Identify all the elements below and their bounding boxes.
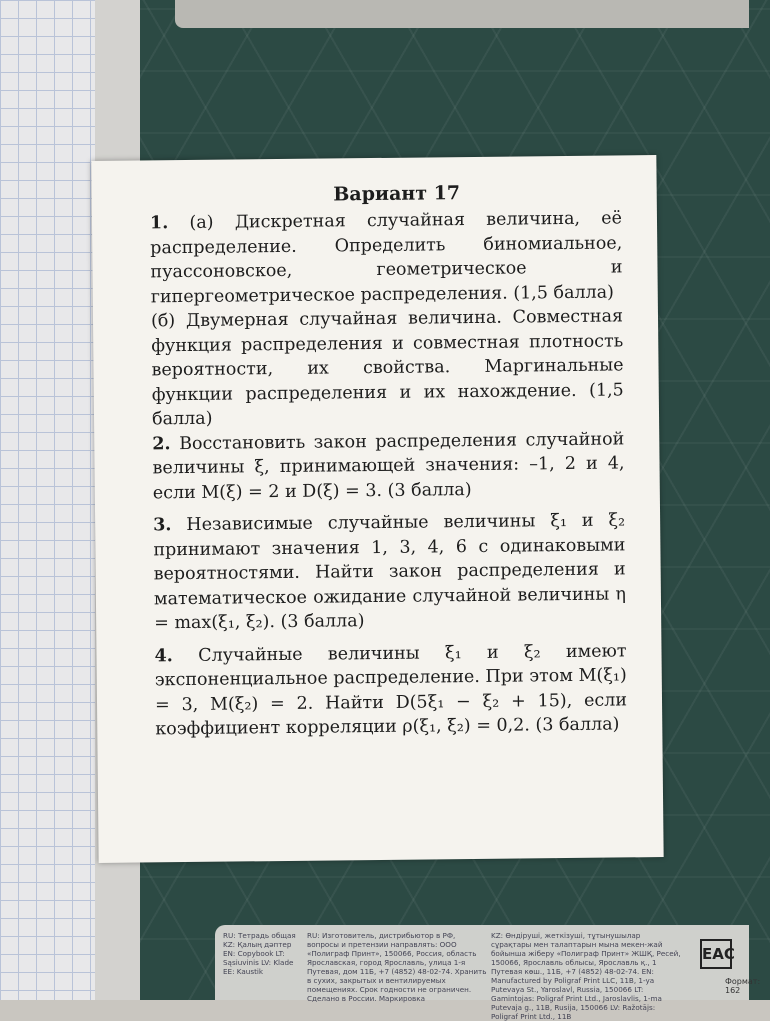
task-2-number: 2.	[152, 433, 171, 454]
label-column-manufacturer-ru: RU: Изготовитель, дистрибьютор в РФ, вопросы и претензии направлять: ООО «Полиграф Принт», 150066, Россия, область Ярославская, город Ярославль, улица 1-я Путевая, дом 11Б, +7 (4852) 48-02-74. Хранить в сухих, закрытых и вентилируемых помещениях. Срок годности не ограничен. Сделано в России. Маркировка	[307, 931, 487, 1003]
eac-mark-icon: EAC	[700, 939, 732, 969]
notebook-label	[215, 925, 761, 1021]
task-1-part-b-text: (б) Двумерная случайная величина. Совместная функция распределения и совместная плотность вероятности, их свойства. Маргинальные функции распределения и их нахождение. (1,5 балла)	[150, 306, 624, 430]
notebook-top-edge	[175, 0, 749, 28]
task-4-text: Случайные величины ξ₁ и ξ₂ имеют экспоненциальное распределение. При этом M(ξ₁) = 3, M(ξ₂) = 2. Найти D(5ξ₁ − ξ₂ + 15), если коэффициент корреляции ρ(ξ₁, ξ₂) = 0,2. (3 балла)	[154, 640, 628, 740]
format-tag: Формат: 162	[725, 977, 761, 995]
task-1-part-a-text: (а) Дискретная случайная величина, её распределение. Определить биномиальное, пуассоновское, геометрическое и гипергеометрическое распределения. (1,5 балла)	[150, 208, 623, 307]
task-4-number: 4.	[154, 645, 173, 666]
task-2-text: Восстановить закон распределения случайной величины ξ, принимающей значения: –1, 2 и 4, если M(ξ) = 2 и D(ξ) = 3. (3 балла)	[152, 428, 625, 503]
task-1-part-a	[150, 206, 623, 309]
task-3-number: 3.	[153, 515, 172, 536]
task-1-number: 1.	[149, 213, 169, 234]
task-1-part-b	[151, 304, 624, 431]
task-2	[152, 427, 625, 505]
task-3-text: Независимые случайные величины ξ₁ и ξ₂ принимают значения 1, 3, 4, 6 с одинаковыми вероятностями. Найти закон распределения и математическое ожидание случайной величины η = max(ξ₁, ξ₂). (3 балла)	[153, 510, 627, 634]
label-column-languages: RU: Тетрадь общая KZ: Қалың дәптер EN: Copybook LT: Sąsiuvinis LV: Klade EE: Kaustik	[223, 931, 296, 976]
variant-title: Вариант 17	[333, 182, 461, 206]
task-3	[153, 508, 626, 635]
label-column-manufacturer-intl: KZ: Өндіруші, жеткізуші, тұтынушылар сұрақтары мен талаптарын мына мекен-жай бойынша жіберу «Полиграф Принт» ЖШҚ, Ресей, 150066, Ярославль облысы, Ярославль қ., 1 Путевая көш., 11Б, +7 (4852) 48-02-74. EN: Manufactured by Poligraf Print LLC, 11B, 1-ya Putevaya St., Yaroslavl, Russia, 150066 LT: Gamintojas: Poligraf Print Ltd., Jaroslavlis, 1-ma Putevaja g., 11B, Rusija, 150066 LV: Ražotājs: Poligraf Print Ltd., 11B	[491, 931, 681, 1021]
exam-sheet	[91, 155, 663, 863]
task-4	[154, 639, 627, 742]
